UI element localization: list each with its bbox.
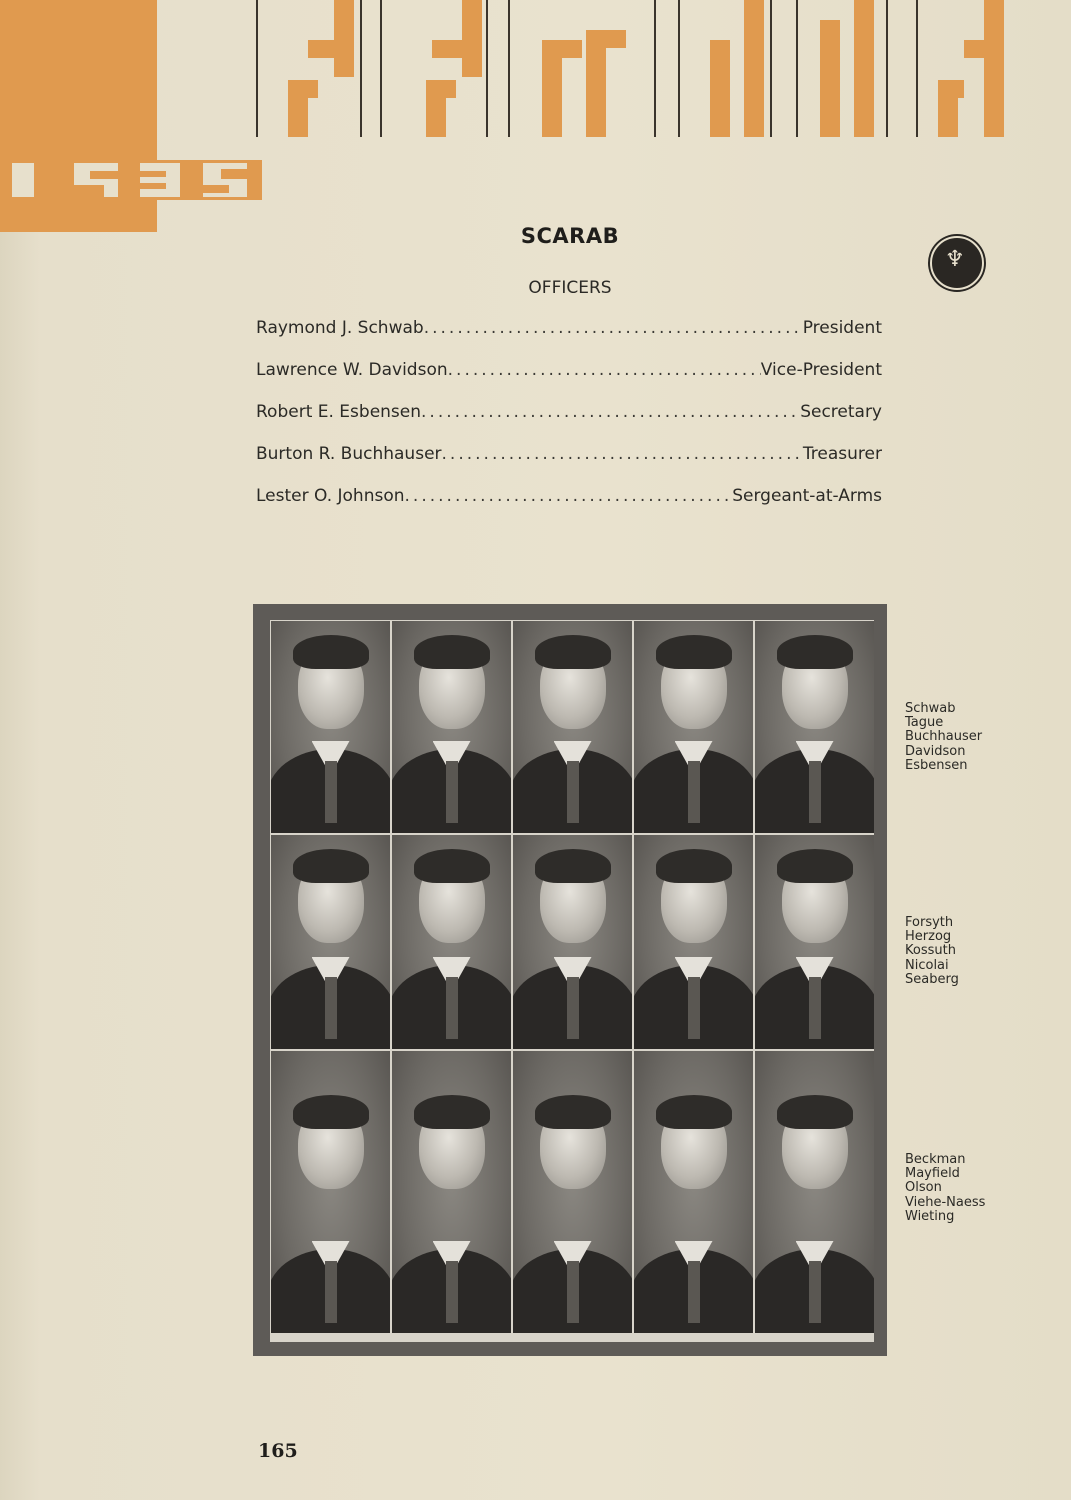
member-portrait	[634, 835, 753, 1049]
officers-list	[256, 318, 882, 528]
member-portrait	[271, 1051, 390, 1333]
member-name: Beckman	[905, 1152, 966, 1167]
member-portrait	[755, 621, 874, 833]
year-digit-9	[74, 163, 118, 197]
portrait-tie	[688, 761, 700, 823]
officer-name: Burton R. Buchhauser	[256, 444, 442, 464]
portrait-tie	[567, 761, 579, 823]
member-name: Olson	[905, 1180, 942, 1196]
header-letter-2	[380, 0, 492, 137]
officer-role: Vice-President	[760, 360, 882, 380]
member-portrait	[513, 1051, 632, 1333]
portrait-hair	[656, 1095, 732, 1129]
portrait-hair	[777, 849, 853, 883]
portrait-hair	[656, 849, 732, 883]
member-portrait	[755, 835, 874, 1049]
member-portrait	[755, 1051, 874, 1333]
scarab-crest-icon: ♆	[945, 247, 965, 272]
year-digit-3	[140, 163, 180, 197]
officers-heading: OFFICERS	[528, 278, 612, 298]
header-letter-4	[678, 0, 774, 137]
portrait-tie	[688, 1261, 700, 1323]
member-portrait	[513, 835, 632, 1049]
officer-name: Robert E. Esbensen	[256, 402, 422, 422]
portrait-hair	[535, 1095, 611, 1129]
officer-role: Secretary	[800, 402, 882, 422]
member-portrait	[634, 621, 753, 833]
portrait-tie	[325, 1261, 337, 1323]
officer-role: Sergeant-at-Arms	[732, 486, 882, 506]
header-letter-6	[908, 0, 1008, 137]
member-name: Davidson	[905, 743, 966, 759]
portrait-hair	[535, 635, 611, 669]
member-name: Kossuth	[905, 943, 956, 959]
header-letter-5	[790, 0, 890, 137]
row-3-names	[905, 1153, 985, 1224]
member-portrait	[513, 621, 632, 833]
portrait-tie	[446, 761, 458, 823]
member-name: Wieting	[905, 1208, 955, 1224]
portrait-hair	[535, 849, 611, 883]
officer-name: Raymond J. Schwab	[256, 318, 424, 338]
portrait-tie	[567, 977, 579, 1039]
officer-name: Lawrence W. Davidson	[256, 360, 448, 380]
portrait-hair	[293, 1095, 369, 1129]
portrait-hair	[293, 635, 369, 669]
member-portrait	[271, 835, 390, 1049]
yearbook-header	[0, 0, 1071, 232]
officer-row	[256, 318, 882, 360]
portrait-tie	[688, 977, 700, 1039]
member-name: Mayfield	[905, 1166, 960, 1182]
portrait-hair	[777, 635, 853, 669]
leader-dots	[424, 318, 803, 338]
member-name: Schwab	[905, 701, 956, 716]
organization-badge	[930, 236, 984, 290]
photo-grid	[270, 620, 874, 1342]
row-1-names	[905, 702, 982, 773]
header-letter-1	[248, 0, 368, 137]
header-letter-3	[508, 0, 658, 137]
page-number: 165	[258, 1440, 298, 1462]
portrait-hair	[414, 1095, 490, 1129]
member-name: Viehe-Naess	[905, 1194, 986, 1210]
officer-row	[256, 360, 882, 402]
member-portrait	[634, 1051, 753, 1333]
year-digit-5	[203, 163, 247, 197]
member-name: Nicolai	[905, 957, 949, 973]
officer-row	[256, 402, 882, 444]
portrait-tie	[809, 761, 821, 823]
member-name: Seaberg	[905, 971, 959, 987]
portrait-tie	[809, 977, 821, 1039]
officer-row	[256, 486, 882, 528]
member-photo-panel	[253, 604, 887, 1356]
portrait-tie	[446, 1261, 458, 1323]
portrait-tie	[567, 1261, 579, 1323]
member-name: Tague	[905, 715, 944, 731]
portrait-hair	[414, 849, 490, 883]
leader-dots	[405, 486, 733, 506]
portrait-tie	[446, 977, 458, 1039]
row-2-names	[905, 916, 959, 987]
officer-role: President	[802, 318, 882, 338]
organization-title: SCARAB	[520, 224, 620, 248]
member-name: Esbensen	[905, 757, 968, 773]
portrait-hair	[414, 635, 490, 669]
officer-role: Treasurer	[802, 444, 882, 464]
year-digit-1	[12, 163, 34, 197]
member-portrait	[271, 621, 390, 833]
leader-dots	[421, 402, 800, 422]
member-name: Forsyth	[905, 915, 954, 930]
portrait-tie	[325, 977, 337, 1039]
member-portrait	[392, 1051, 511, 1333]
portrait-tie	[325, 761, 337, 823]
portrait-hair	[293, 849, 369, 883]
member-portrait	[392, 835, 511, 1049]
portrait-hair	[656, 635, 732, 669]
member-portrait	[392, 621, 511, 833]
leader-dots	[448, 360, 761, 380]
leader-dots	[442, 444, 803, 464]
officer-row	[256, 444, 882, 486]
member-name: Buchhauser	[905, 729, 983, 745]
officer-name: Lester O. Johnson	[256, 486, 405, 506]
year-label	[0, 0, 1, 1]
portrait-hair	[777, 1095, 853, 1129]
member-name: Herzog	[905, 929, 952, 945]
portrait-tie	[809, 1261, 821, 1323]
